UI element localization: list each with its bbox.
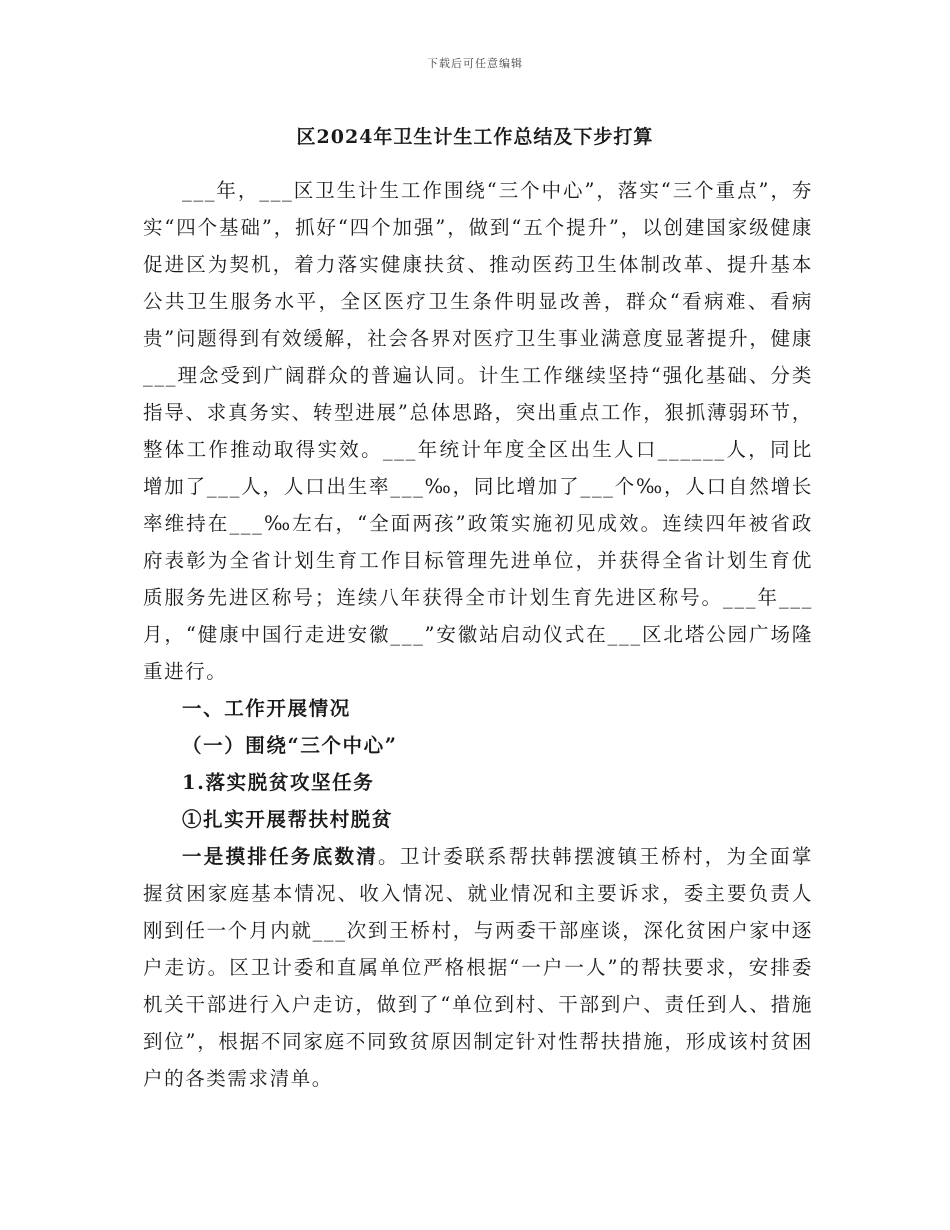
item-heading: 1.落实脱贫攻坚任务	[182, 771, 375, 794]
subitem-heading: ①扎实开展帮扶村脱贫	[182, 808, 394, 831]
intro-paragraph: ___年，___区卫生计生工作围绕“三个中心”，落实“三个重点”，夯实“四个基础”，抓好“四个加强”，做到“五个提升”，以创建国家级健康促进区为契机，着力落实健康扶贫、推动医药卫生体制改革、提升基本公共卫生服务水平，全区医疗卫生条件明显改善，群众“看病难、看病贵”问题得到有效缓解，社会各界对医疗卫生事业满意度显著提升，健康___理念受到广阔群众的普遍认同。计生工作继续坚持“强化基础、分类指导、求真务实、转型进展”总体思路，突出重点工作，狠抓薄弱环节，整体工作推动取得实效。___年统计年度全区出生人口______人，同比增加了___人，人口出生率___‰，同比增加了___个‰，人口自然增长率维持在___‰左右，“全面两孩”政策实施初见成效。连续四年被省政府表彰为全省计划生育工作目标管理先进单位，并获得全省计划生育优质服务先进区称号；连续八年获得全市计划生育先进区称号。___年___月，“健康中国行走进安徽___”安徽站启动仪式在___区北塔公园广场隆重进行。	[143, 179, 813, 683]
body-paragraph	[143, 838, 813, 1097]
header-note: 下载后可任意编辑	[427, 57, 523, 70]
paragraph-text: 。卫计委联系帮扶韩摆渡镇王桥村，为全面掌握贫困家庭基本情况、收入情况、就业情况和主要诉求，委主要负责人刚到任一个月内就___次到王桥村，与两委干部座谈，深化贫困户家中逐户走访。区卫计委和直属单位严格根据“一户一人”的帮扶要求，安排委机关干部进行入户走访，做到了“单位到村、干部到户、责任到人、措施到位”，根据不同家庭不同致贫原因制定针对性帮扶措施，形成该村贫困户的各类需求清单。	[143, 845, 813, 1090]
paragraph-lead: 一是摸排任务底数清	[182, 845, 379, 868]
document-body	[143, 172, 813, 1097]
section-heading: 一、工作开展情况	[182, 697, 351, 720]
subsection-heading: （一）围绕“三个中心”	[182, 734, 398, 757]
document-title: 区2024年卫生计生工作总结及下步打算	[296, 126, 654, 148]
